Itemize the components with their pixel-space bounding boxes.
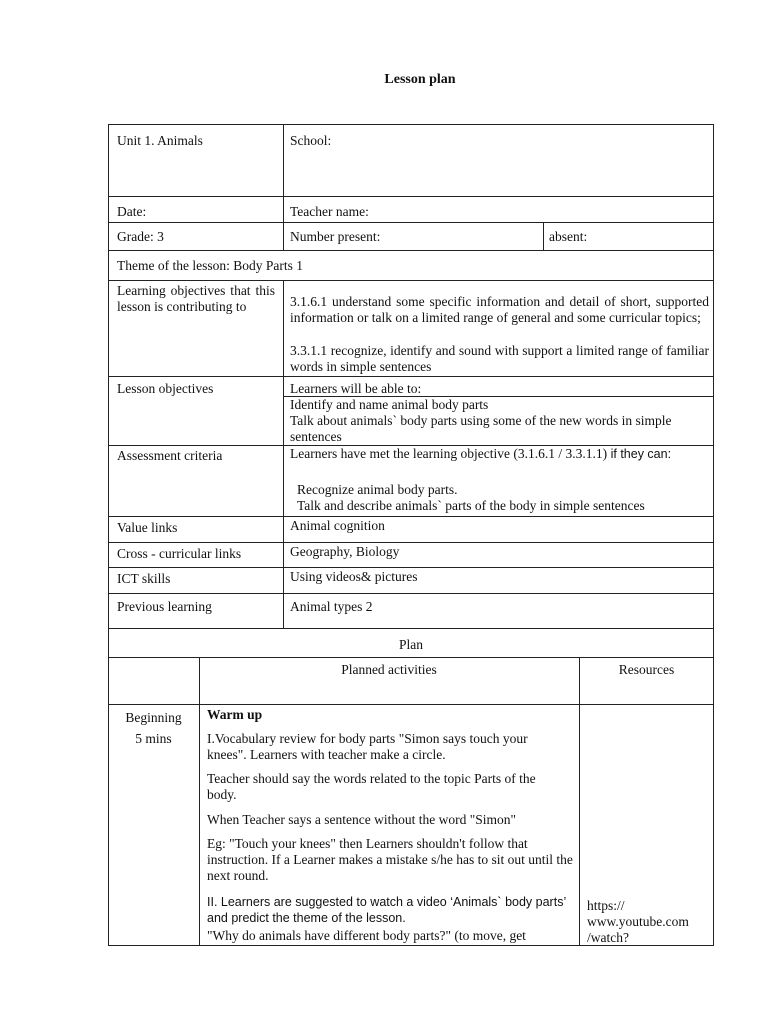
column-divider	[199, 657, 200, 946]
school-label: School:	[290, 133, 332, 148]
warmup-heading: Warm up	[207, 707, 263, 722]
planned-activities-header: Planned activities	[341, 662, 437, 677]
row-divider	[108, 196, 714, 197]
activity-paragraph: Teacher should say the words related to the topic Parts of the body.	[207, 771, 536, 802]
absent-label: absent:	[549, 229, 588, 244]
number-present-label: Number present:	[290, 229, 381, 244]
activity-paragraph: "Why do animals have different body parts?" (to move, get	[207, 928, 526, 943]
assessment-criteria-condition: if they can:	[607, 447, 672, 461]
date-label: Date:	[117, 204, 147, 219]
row-divider	[108, 516, 714, 517]
row-divider	[108, 280, 714, 281]
assessment-item: Talk and describe animals` parts of the body in simple sentences	[297, 498, 645, 513]
resources-header: Resources	[618, 662, 675, 677]
activity-paragraph: I.Vocabulary review for body parts "Simon says touch your knees". Learners with teacher make a circle.	[207, 731, 528, 762]
ict-skills-value: Using videos& pictures	[290, 569, 418, 584]
grade-label: Grade: 3	[117, 229, 164, 244]
activity-paragraph: Eg: "Touch your knees" then Learners shouldn't follow that instruction. If a Learner makes a mistake s/he has to sit out until the next round.	[207, 836, 573, 883]
cross-curricular-label: Cross - curricular links	[117, 546, 242, 561]
assessment-criteria-text	[290, 446, 710, 462]
value-links-value: Animal cognition	[290, 518, 385, 533]
learning-objective-2: 3.3.1.1 recognize, identify and sound with support a limited range of familiar words in simple sentences	[290, 343, 709, 374]
learning-objective-1: 3.1.6.1 understand some specific information and detail of short, supported information or talk on a limited range of general and some curricular topics;	[290, 294, 709, 325]
plan-heading: Plan	[398, 637, 423, 652]
unit-label: Unit 1. Animals	[117, 133, 203, 148]
ict-skills-label: ICT skills	[117, 571, 171, 586]
column-divider	[283, 280, 284, 629]
row-divider	[108, 542, 714, 543]
stage-duration: 5 mins	[135, 731, 172, 746]
cross-curricular-value: Geography, Biology	[290, 544, 400, 559]
row-divider	[108, 593, 714, 594]
lesson-theme: Theme of the lesson: Body Parts 1	[117, 258, 303, 273]
previous-learning-label: Previous learning	[117, 599, 212, 614]
row-divider	[108, 222, 714, 223]
lesson-objectives-intro: Learners will be able to:	[290, 381, 422, 396]
value-links-label: Value links	[117, 520, 178, 535]
row-divider	[108, 250, 714, 251]
resource-video-link[interactable]: https:// www.youtube.com /watch?	[587, 898, 689, 945]
activity-paragraph: When Teacher says a sentence without the word "Simon"	[207, 812, 516, 827]
row-divider	[108, 376, 714, 377]
assessment-item: Recognize animal body parts.	[297, 482, 458, 497]
row-divider	[108, 567, 714, 568]
stage-label: Beginning	[125, 710, 182, 725]
lesson-objective-item: Talk about animals` body parts using some of the new words in simple sentences	[290, 413, 672, 444]
assessment-criteria-label: Assessment criteria	[117, 448, 223, 463]
assessment-criteria-main: Learners have met the learning objective (3.1.6.1 / 3.3.1.1)	[290, 446, 608, 461]
column-divider	[283, 124, 284, 250]
learning-objectives-label: Learning objectives that this lesson is contributing to	[117, 283, 275, 314]
column-divider	[579, 657, 580, 946]
column-divider	[543, 222, 544, 250]
lesson-objectives-label: Lesson objectives	[117, 381, 214, 396]
previous-learning-value: Animal types 2	[290, 599, 373, 614]
lesson-objective-item: Identify and name animal body parts	[290, 397, 489, 412]
document-title: Lesson plan	[384, 72, 456, 87]
teacher-name-label: Teacher name:	[290, 204, 369, 219]
activity-paragraph: II. Learners are suggested to watch a video ‘Animals` body parts’ and predict the theme of the lesson.	[207, 895, 566, 925]
